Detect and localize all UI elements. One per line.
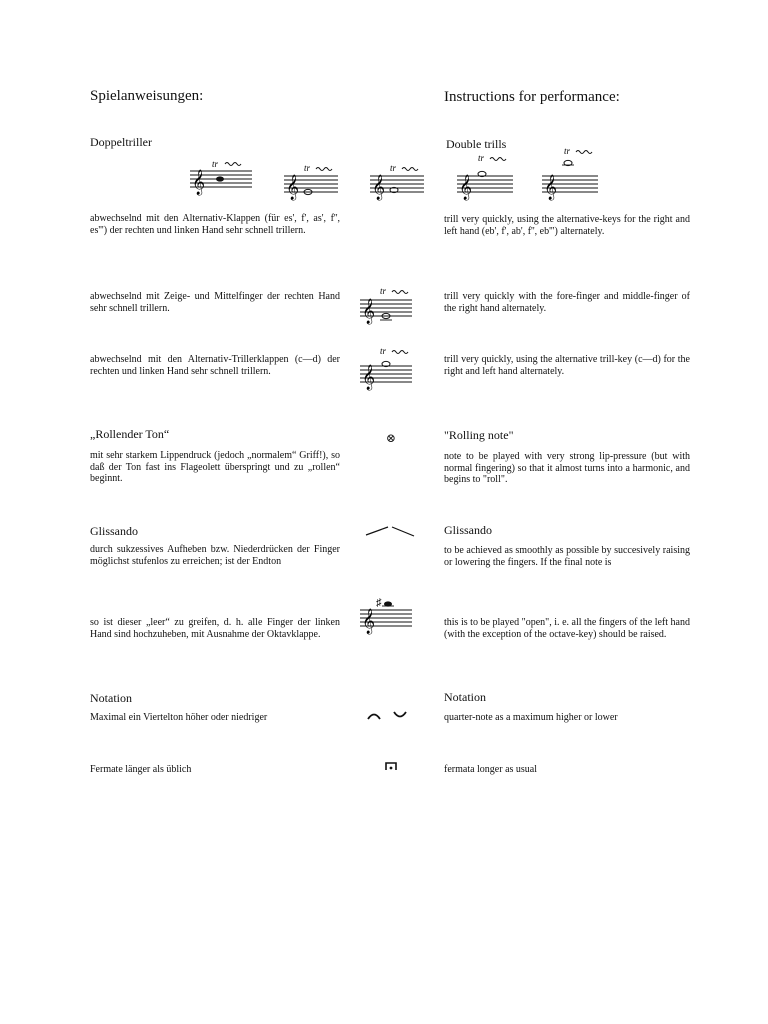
trill-wave <box>392 291 408 294</box>
trill-mark: tr <box>212 159 219 169</box>
en-double-trill-text-3: trill very quickly, using the alternative trill-key (c—d) for the right and left hand alternately. <box>444 354 690 377</box>
notation-en-text-1: quarter-note as a maximum higher or lower <box>444 712 618 723</box>
de-double-trill-text-3: abwechselnd mit den Alternativ-Trillerklappen (c—d) der rechten und linken Hand sehr schnell trillern. <box>90 354 340 377</box>
treble-clef-icon: 𝄞 <box>544 175 558 200</box>
trill-wave <box>490 158 506 161</box>
rolling-tone-de-title: „Rollender Ton“ <box>90 427 170 441</box>
sharp-icon: ♯ <box>376 597 382 609</box>
glissando-en-text-1: to be achieved as smoothly as possible by succesively raising or lowering the fingers. If the final note is <box>444 545 690 568</box>
de-double-trill-text-2: abwechselnd mit Zeige- und Mittelfinger der rechten Hand sehr schnell trillern. <box>90 291 340 314</box>
staff-example-2 <box>356 278 416 328</box>
trill-wave <box>576 151 592 154</box>
glissando-de-title: Glissando <box>90 524 138 538</box>
glissando-icon <box>364 524 416 538</box>
notation-en-text-2: fermata longer as usual <box>444 764 538 775</box>
treble-clef-icon: 𝄞 <box>362 365 376 390</box>
staff-example-3 <box>356 342 416 392</box>
notation-de-title: Notation <box>90 691 132 705</box>
trill-mark: tr <box>564 146 571 156</box>
trill-mark: tr <box>304 163 311 173</box>
treble-clef-icon: 𝄞 <box>286 175 300 200</box>
trill-wave <box>316 168 332 171</box>
treble-clef-icon: 𝄞 <box>362 609 376 634</box>
double-trills-title: Double trills <box>446 137 507 151</box>
double-trill-staves <box>180 145 620 205</box>
notation-de-text-1: Maximal ein Viertelton höher oder niedriger <box>90 712 268 723</box>
treble-clef-icon: 𝄞 <box>192 170 206 195</box>
trill-wave <box>392 351 408 354</box>
rolling-note-icon: ⊗ <box>386 431 397 445</box>
quarter-tone-icons <box>366 708 414 722</box>
trill-wave <box>402 168 418 171</box>
rolling-tone-en-title: "Rolling note" <box>444 428 514 442</box>
fermata-long-icon <box>384 760 398 772</box>
heading-german: Spielanweisungen: <box>90 88 204 104</box>
treble-clef-icon: 𝄞 <box>459 175 473 200</box>
rolling-tone-de-text: mit sehr starkem Lippendruck (jedoch „normalem“ Griff!), so daß der Ton fast ins Flageolett überspringt und zu „rollen“ beginnt. <box>90 450 340 484</box>
trill-wave <box>225 163 241 166</box>
en-double-trill-text-1: trill very quickly, using the alternative-keys for the right and left hand (eb', f', ab', f'', eb''') alternately. <box>444 214 690 237</box>
note-head <box>216 176 224 181</box>
staff-example-open-note <box>356 594 416 638</box>
treble-clef-icon: 𝄞 <box>362 299 376 324</box>
trill-mark: tr <box>380 346 387 356</box>
glissando-de-text-2: so ist dieser „leer“ zu greifen, d. h. alle Finger der linken Hand sind hochzuheben, mit Ausnahme der Oktavklappe. <box>90 617 340 640</box>
glissando-de-text-1: durch sukzessives Aufheben bzw. Niederdrücken der Finger möglichst stufenlos zu erreichen; ist der Endton <box>90 544 340 567</box>
trill-mark: tr <box>478 153 485 163</box>
rolling-tone-en-text: note to be played with very strong lip-pressure (but with normal fingering) so that it almost turns into a harmonic, and begins to "roll". <box>444 451 690 485</box>
trill-mark: tr <box>390 163 397 173</box>
notation-de-text-2: Fermate länger als üblich <box>90 764 192 775</box>
en-double-trill-text-2: trill very quickly with the fore-finger and middle-finger of the right hand alternately. <box>444 291 690 314</box>
doppeltriller-title: Doppeltriller <box>90 135 152 149</box>
glissando-en-title: Glissando <box>444 523 492 537</box>
trill-mark: tr <box>380 286 387 296</box>
heading-english: Instructions for performance: <box>444 89 620 105</box>
treble-clef-icon: 𝄞 <box>372 175 386 200</box>
de-double-trill-text-1: abwechselnd mit den Alternativ-Klappen (für es', f', as', f'', es''') der rechten und linken Hand sehr schnell trillern. <box>90 213 340 236</box>
notation-en-title: Notation <box>444 690 486 704</box>
glissando-en-text-2: this is to be played "open", i. e. all the fingers of the left hand (with the exception of the octave-key) should be raised. <box>444 617 690 640</box>
